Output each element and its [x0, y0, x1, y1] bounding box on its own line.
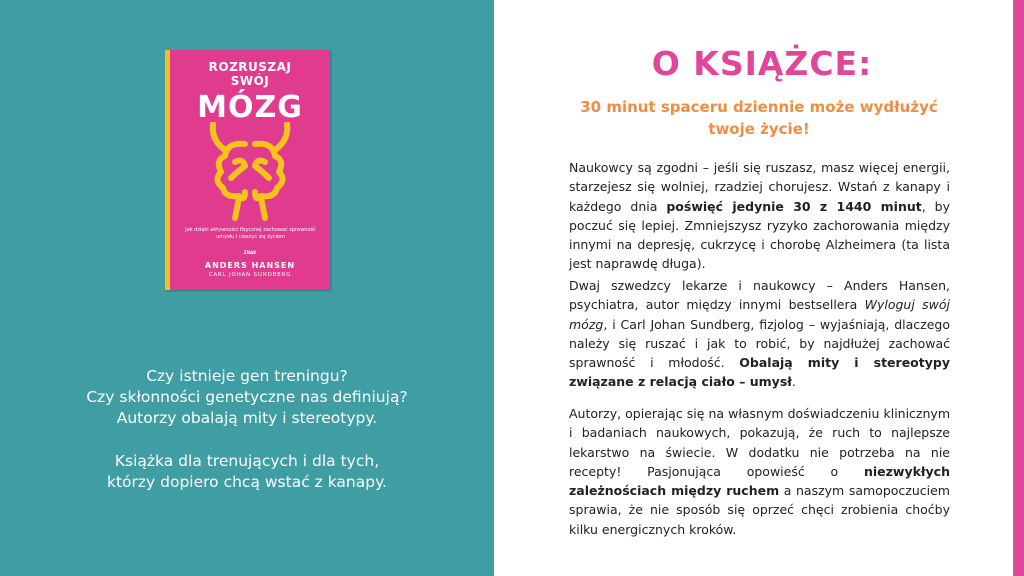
- cover-title-line1: ROZRUSZAJ: [208, 60, 292, 74]
- cover-publisher: ZNAK: [243, 250, 257, 255]
- description-paragraph-3: [569, 404, 950, 539]
- left-line4: Książka dla trenujących i dla tych,: [114, 452, 380, 470]
- p3-text-a: Autorzy, opierając się na własnym doświadczeniu klinicznym i badaniach naukowych, pokazują, że ruch to najlepsze lekarstwo na świecie. W dodatku nie potrzeba na nie recepty! Pasjonująca opowieść o: [569, 406, 950, 479]
- p2-text-a: Dwaj szwedzcy lekarze i naukowcy – Anders Hansen, psychiatra, autor między innymi bestsellera: [569, 278, 950, 313]
- brain-icon: [205, 122, 295, 222]
- left-panel: [0, 0, 494, 576]
- book-cover: [165, 50, 330, 290]
- p2-text-e: .: [791, 374, 796, 390]
- left-questions: [0, 366, 494, 429]
- p3-bold: niezwykłych zależnościach między ruchem: [569, 463, 950, 499]
- cover-author2: CARL JOHAN SUNDBERG: [208, 272, 292, 278]
- cover-subtitle: Jak dzięki aktywności fizycznej zachować sprawność umysłu i cieszyć się życiem: [185, 227, 316, 240]
- p1-bold: poświęć jedynie 30 z 1440 minut: [666, 198, 922, 214]
- p3-text-c: a naszym samopoczuciem sprawia, że nie sposób się oprzeć chęci zrobienia choćby kilku energicznych kroków.: [569, 483, 950, 537]
- p2-text-c: , i Carl Johan Sundberg, fizjolog – wyjaśniają, dlaczego należy się ruszać i jak to robić, by najdłużej zachować sprawność i młodość.: [569, 316, 950, 371]
- right-accent-strip: [1013, 0, 1024, 576]
- p2-bold: Obalają mity i stereotypy związane z relacją ciało – umysł: [569, 355, 950, 390]
- p2-book-title: Wyloguj swój mózg: [569, 297, 950, 332]
- cover-title-line2: SWÓJ: [230, 74, 270, 88]
- p1-text-c: , by poczuć się lepiej. Zmniejszysz ryzyko zachorowania między innymi na depresję, cukrzycę i chorobę Alzheimera (ta lista jest naprawdę długa).: [569, 198, 950, 272]
- left-audience: [0, 451, 494, 493]
- cover-title-line3: MÓZG: [197, 90, 303, 125]
- tagline: [566, 96, 952, 140]
- description-paragraph-2: [569, 276, 950, 392]
- p1-text-a: Naukowcy są zgodni – jeśli się ruszasz, masz więcej energii, starzejesz się wolniej, rzadziej chorujesz. Wstań z kanapy i każdego dnia: [569, 160, 950, 214]
- description-paragraph-1: [569, 158, 950, 274]
- tagline-line1: 30 minut spaceru dziennie może wydłużyć: [580, 98, 938, 116]
- left-line3: Autorzy obalają mity i stereotypy.: [116, 409, 378, 427]
- cover-author1: ANDERS HANSEN: [204, 261, 296, 270]
- section-heading: O KSIĄŻCE:: [651, 44, 873, 83]
- left-line5: którzy dopiero chcą wstać z kanapy.: [107, 473, 387, 491]
- left-line2: Czy skłonności genetyczne nas definiują?: [86, 388, 408, 406]
- tagline-line2: twoje życie!: [708, 120, 810, 138]
- left-line1: Czy istnieje gen treningu?: [146, 367, 348, 385]
